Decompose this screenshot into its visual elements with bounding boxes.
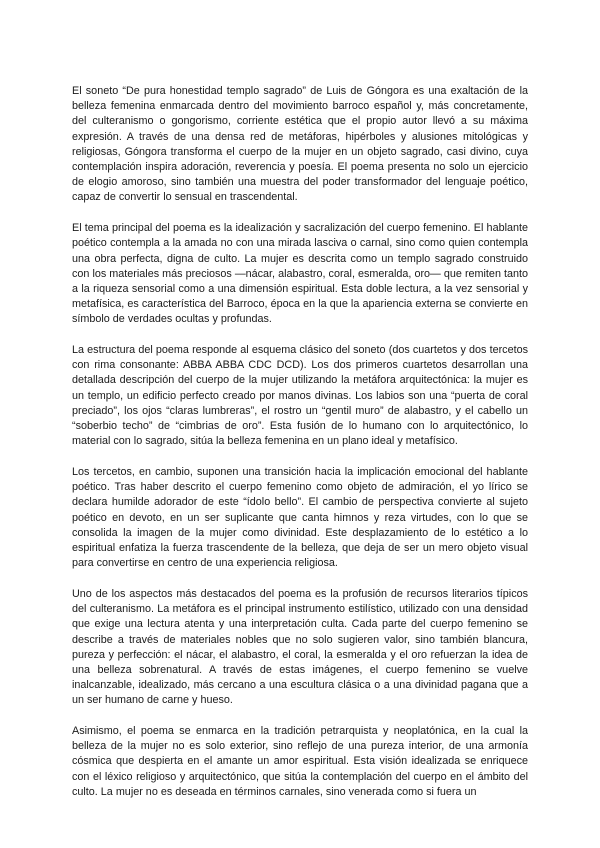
paragraph-tercets: Los tercetos, en cambio, suponen una transición hacia la implicación emocional del hablante poético. Tras haber descrito el cuerpo femenino como objeto de admiración, el yo lírico se declara humilde adorador de este “ídolo bello”. El cambio de perspectiva convierte al sujeto poético en devoto, en un ser suplicante que canta himnos y reza virtudes, con lo que se consolida la imagen de la mujer como divinidad. Este desplazamiento de lo estético a lo espiritual enfatiza la fuerza trascendente de la belleza, que deja de ser un mero objeto visual para convertirse en centro de una experiencia religiosa. — [72, 465, 528, 570]
paragraph-structure: La estructura del poema responde al esquema clásico del soneto (dos cuartetos y dos tercetos con rima consonante: ABBA ABBA CDC DCD). Los dos primeros cuartetos desarrollan una detallada descripción del cuerpo de la mujer utilizando la metáfora arquitectónica: la mujer es un templo, un edificio perfecto creado por manos divinas. Los labios son una “puerta de coral preciado”, los ojos “claras lumbreras”, el rostro un “gentil muro” de alabastro, y el cabello un “soberbio techo” de “cimbrias de oro”. Esta fusión de lo humano con lo arquitectónico, lo material con lo sagrado, sitúa la belleza femenina en un plano ideal y metafísico. — [72, 344, 528, 448]
paragraph-intro: El soneto “De pura honestidad templo sagrado” de Luis de Góngora es una exaltación de la belleza femenina enmarcada dentro del movimiento barroco español y, más concretamente, del culteranismo o gongorismo, corriente estética que el propio autor llevó a su máxima expresión. A través de una densa red de metáforas, hipérboles y alusiones mitológicas y religiosas, Góngora transforma el cuerpo de la mujer en un objeto sagrado, casi divino, cuya contemplación inspira adoración, reverencia y poesía. El poema presenta no solo un ejercicio de elogio amoroso, sino también una muestra del poder transformador del lenguaje poético, capaz de convertir lo sensual en trascendental. — [72, 85, 528, 204]
document-body — [72, 84, 528, 816]
paragraph-tradition: Asimismo, el poema se enmarca en la tradición petrarquista y neoplatónica, en la cual la belleza de la mujer no es solo exterior, sino reflejo de una pureza interior, de una armonía cósmica que despierta en el amante un amor espiritual. Esta visión idealizada se enriquece con el léxico religioso y arquitectónico, que sitúa la contemplación del cuerpo en el ámbito del culto. La mujer no es deseada en términos carnales, sino venerada como si fuera un — [72, 725, 528, 798]
paragraph-theme: El tema principal del poema es la idealización y sacralización del cuerpo femenino. El hablante poético contempla a la amada no con una mirada lasciva o carnal, sino como quien contempla una obra perfecta, digna de culto. La mujer es descrita como un templo sagrado construido con los materiales más preciosos —nácar, alabastro, coral, esmeralda, oro— que remiten tanto a la riqueza sensorial como a una dimensión espiritual. Esta doble lectura, a la vez sensorial y metafísica, es característica del Barroco, época en la que la apariencia externa se convierte en símbolo de verdades ocultas y profundas. — [72, 222, 528, 326]
paragraph-rhetoric: Uno de los aspectos más destacados del poema es la profusión de recursos literarios típicos del culteranismo. La metáfora es el principal instrumento estilístico, utilizado con una densidad que exige una lectura atenta y una interpretación culta. Cada parte del cuerpo femenino se describe a través de materiales nobles que no solo sugieren valor, sino también blancura, pureza y perfección: el nácar, el alabastro, el coral, la esmeralda y el oro refuerzan la idea de una belleza sobrenatural. A través de estas imágenes, el cuerpo femenino se vuelve inalcanzable, idealizado, más cercano a una escultura clásica o a una divinidad pagana que a un ser humano de carne y hueso. — [72, 587, 528, 707]
